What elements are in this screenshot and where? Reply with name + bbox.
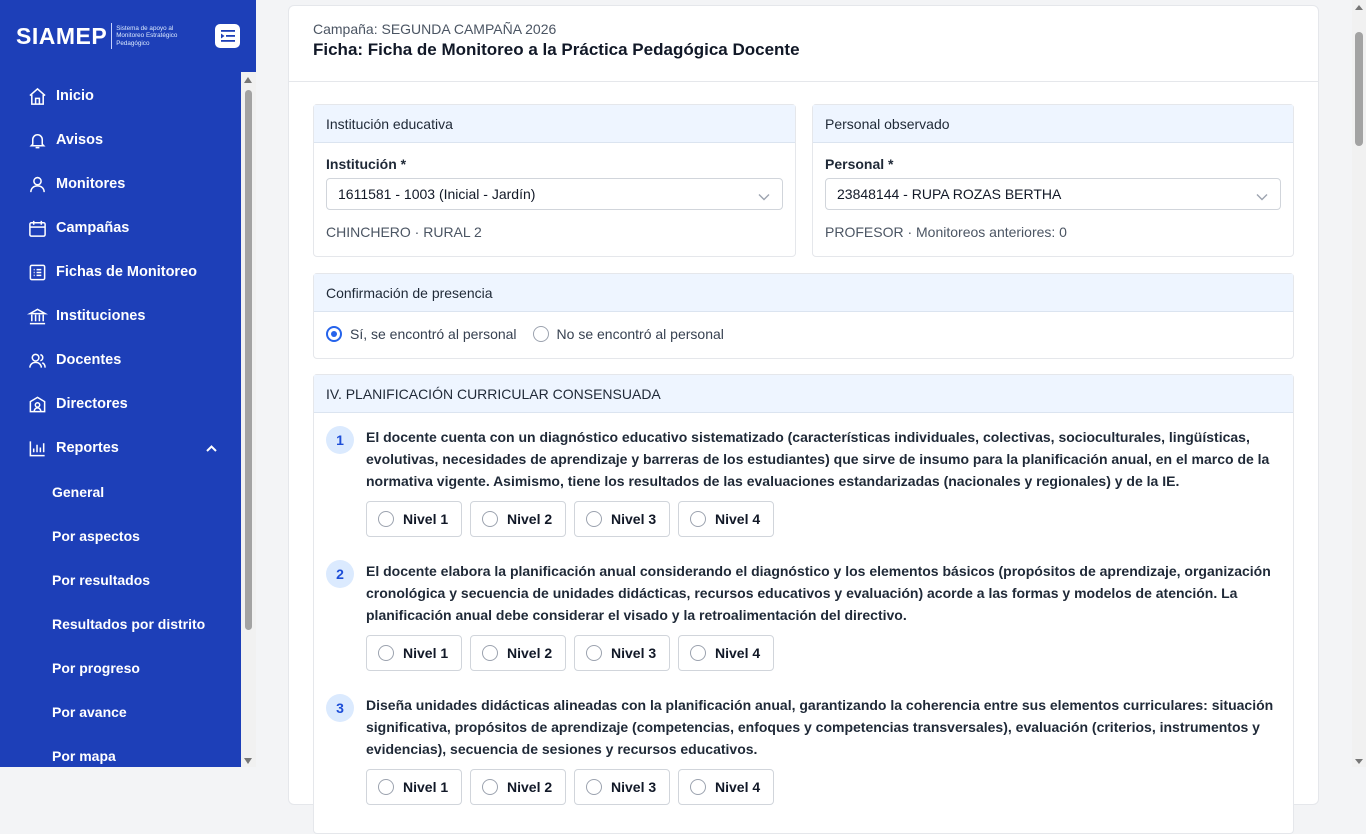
presence-panel: [313, 273, 1294, 359]
question-text: El docente cuenta con un diagnóstico educativo sistematizado (características individuales, colectivas, socioculturales, lingüísticas, evolutivas, necesidades de aprendizaje y barreras de los estudiantes) que sirve de insumo para la planificación anual, en el marco de la normativa vigente. Asimismo, tiene los resultados de las evaluaciones estandarizadas (nacionales y regionales) y de la IE.: [366, 429, 1270, 489]
sidebar-item-label: Directores: [56, 396, 128, 412]
scroll-up-arrow-icon[interactable]: [1355, 5, 1363, 10]
level-label: Nivel 1: [403, 511, 449, 527]
presence-options: [314, 312, 1293, 356]
level-option-1[interactable]: [366, 501, 462, 537]
personnel-panel-title: Personal observado: [813, 105, 1293, 143]
personnel-meta: PROFESOR · Monitoreos anteriores: 0: [825, 224, 1067, 240]
level-label: Nivel 4: [715, 645, 761, 661]
radio-unchecked[interactable]: [482, 511, 498, 527]
sidebar-item-inicio[interactable]: [0, 74, 241, 118]
sidebar-item-label: Monitores: [56, 176, 126, 192]
sidebar-item-label: Reportes: [56, 440, 119, 456]
radio-unchecked[interactable]: [378, 779, 394, 795]
radio-unchecked[interactable]: [586, 511, 602, 527]
home-icon: [28, 87, 47, 106]
level-label: Nivel 1: [403, 779, 449, 795]
users-icon: [28, 351, 47, 370]
radio-unchecked[interactable]: [533, 326, 549, 342]
level-option-4[interactable]: [678, 501, 774, 537]
page-scroll-thumb[interactable]: [1355, 32, 1363, 146]
chevron-down-icon: [758, 188, 770, 204]
sidebar-item-label: Docentes: [56, 352, 122, 368]
question-3: [326, 694, 1281, 805]
presence-panel-title: Confirmación de presencia: [314, 274, 1293, 312]
scroll-down-arrow-icon[interactable]: [1355, 759, 1363, 764]
institution-panel-title: Institución educativa: [314, 105, 795, 143]
question-2: [326, 560, 1281, 671]
monitoring-form-card: [288, 5, 1319, 805]
radio-unchecked[interactable]: [690, 645, 706, 661]
radio-unchecked[interactable]: [690, 779, 706, 795]
sidebar-item-docentes[interactable]: [0, 338, 241, 382]
institution-meta: CHINCHERO · RURAL 2: [326, 224, 482, 240]
presence-option-not-found[interactable]: [533, 326, 724, 342]
logo-divider: [111, 23, 112, 49]
sidebar-item-avisos[interactable]: [0, 118, 241, 162]
presence-option-label: Sí, se encontró al personal: [350, 326, 517, 342]
level-option-4[interactable]: [678, 635, 774, 671]
personnel-field-label: Personal *: [825, 156, 894, 172]
page-scrollbar[interactable]: [1352, 0, 1366, 767]
logo-tagline: Sistema de apoyo al Monitoreo Estratégico Pedagógico: [116, 24, 178, 47]
level-options: [366, 501, 1281, 537]
sidebar-item-label: Fichas de Monitoreo: [56, 264, 197, 280]
menu-collapse-icon: [221, 30, 235, 42]
presence-option-found[interactable]: [326, 326, 517, 342]
main-content: [256, 0, 1352, 795]
question-number: 1: [326, 426, 354, 454]
scroll-up-arrow-icon[interactable]: [244, 77, 252, 83]
level-label: Nivel 2: [507, 511, 553, 527]
sidebar-subitem-por-progreso[interactable]: Por progreso: [52, 660, 140, 676]
sidebar-subitem-por-aspectos[interactable]: Por aspectos: [52, 528, 140, 544]
level-option-3[interactable]: [574, 501, 670, 537]
calendar-icon: [28, 219, 47, 238]
badge-icon: [28, 395, 47, 414]
chevron-up-icon[interactable]: [206, 440, 217, 456]
logo[interactable]: [16, 21, 200, 51]
sidebar-subitem-por-mapa[interactable]: Por mapa: [52, 748, 116, 764]
personnel-panel: [812, 104, 1294, 257]
level-label: Nivel 3: [611, 779, 657, 795]
sidebar-item-label: Instituciones: [56, 308, 146, 324]
radio-checked[interactable]: [326, 326, 342, 342]
sidebar-item-label: Campañas: [56, 220, 130, 236]
section-title: IV. PLANIFICACIÓN CURRICULAR CONSENSUADA: [314, 375, 1293, 413]
level-option-3[interactable]: [574, 769, 670, 805]
level-option-1[interactable]: [366, 635, 462, 671]
question-number: 2: [326, 560, 354, 588]
logo-text: SIAMEP: [16, 22, 108, 49]
user-icon: [28, 175, 47, 194]
form-header: [289, 6, 1318, 82]
sidebar-item-monitores[interactable]: [0, 162, 241, 206]
sidebar-subitem-resultados-por-distrito[interactable]: Resultados por distrito: [52, 616, 206, 632]
personnel-select[interactable]: [825, 178, 1281, 210]
level-label: Nivel 2: [507, 645, 553, 661]
level-option-2[interactable]: [470, 635, 566, 671]
presence-option-label: No se encontró al personal: [556, 326, 724, 342]
level-option-4[interactable]: [678, 769, 774, 805]
sidebar-nav: [0, 74, 241, 767]
sidebar: [0, 0, 256, 767]
institution-field-label: Institución *: [326, 156, 407, 172]
sidebar-subitem-por-avance[interactable]: Por avance: [52, 704, 127, 720]
question-text: El docente elabora la planificación anual considerando el diagnóstico y los elementos básicos (propósitos de aprendizaje, organización cronológica y secuencia de unidades didácticas, recursos educativos y evaluación) acorde a las formas y modelos de atención. La planificación anual debe considerar el visado y la retroalimentación del directivo.: [366, 563, 1271, 623]
chevron-down-icon: [1256, 188, 1268, 204]
sidebar-item-instituciones[interactable]: [0, 294, 241, 338]
sidebar-subitem-por-resultados[interactable]: Por resultados: [52, 572, 151, 588]
level-option-1[interactable]: [366, 769, 462, 805]
section-planificacion: [313, 374, 1294, 834]
question-1: [326, 426, 1281, 537]
personnel-select-value: 23848144 - RUPA ROZAS BERTHA: [837, 186, 1062, 202]
sidebar-scrollbar[interactable]: [241, 72, 256, 767]
sidebar-item-campanas[interactable]: [0, 206, 241, 250]
level-label: Nivel 1: [403, 645, 449, 661]
radio-unchecked[interactable]: [586, 779, 602, 795]
campaign-label: Campaña: SEGUNDA CAMPAÑA 2026: [313, 21, 557, 37]
level-options: [366, 635, 1281, 671]
level-option-2[interactable]: [470, 769, 566, 805]
bell-icon: [28, 131, 47, 150]
level-label: Nivel 4: [715, 779, 761, 795]
level-label: Nivel 3: [611, 511, 657, 527]
chart-icon: [28, 439, 47, 458]
level-label: Nivel 3: [611, 645, 657, 661]
sidebar-item-label: Avisos: [56, 132, 104, 148]
sidebar-item-reportes[interactable]: [0, 426, 241, 470]
sidebar-item-fichas[interactable]: [0, 250, 241, 294]
list-icon: [28, 263, 47, 282]
sidebar-item-label: Inicio: [56, 88, 94, 104]
institution-panel: [313, 104, 796, 257]
level-label: Nivel 2: [507, 779, 553, 795]
sidebar-subitem-general[interactable]: General: [52, 484, 105, 500]
sidebar-item-directores[interactable]: [0, 382, 241, 426]
sidebar-scroll-thumb[interactable]: [245, 90, 252, 630]
question-number: 3: [326, 694, 354, 722]
radio-unchecked[interactable]: [378, 645, 394, 661]
institution-icon: [28, 307, 47, 326]
level-options: [366, 769, 1281, 805]
institution-select-value: 1611581 - 1003 (Inicial - Jardín): [338, 186, 536, 202]
scroll-down-arrow-icon[interactable]: [244, 758, 252, 764]
level-label: Nivel 4: [715, 511, 761, 527]
question-text: Diseña unidades didácticas alineadas con la planificación anual, garantizando la coherencia entre sus elementos curriculares: situación significativa, propósitos de aprendizaje (competencias, enfoques y competencias transversales), evaluación (criterios, instrumentos y evidencias), secuencia de sesiones y recursos educativos.: [366, 697, 1274, 757]
level-option-2[interactable]: [470, 501, 566, 537]
radio-unchecked[interactable]: [482, 645, 498, 661]
radio-unchecked[interactable]: [378, 511, 394, 527]
sidebar-toggle-button[interactable]: [215, 24, 240, 48]
page-title: Ficha: Ficha de Monitoreo a la Práctica Pedagógica Docente: [313, 40, 800, 59]
radio-unchecked[interactable]: [482, 779, 498, 795]
institution-select[interactable]: [326, 178, 783, 210]
radio-unchecked[interactable]: [586, 645, 602, 661]
level-option-3[interactable]: [574, 635, 670, 671]
radio-unchecked[interactable]: [690, 511, 706, 527]
